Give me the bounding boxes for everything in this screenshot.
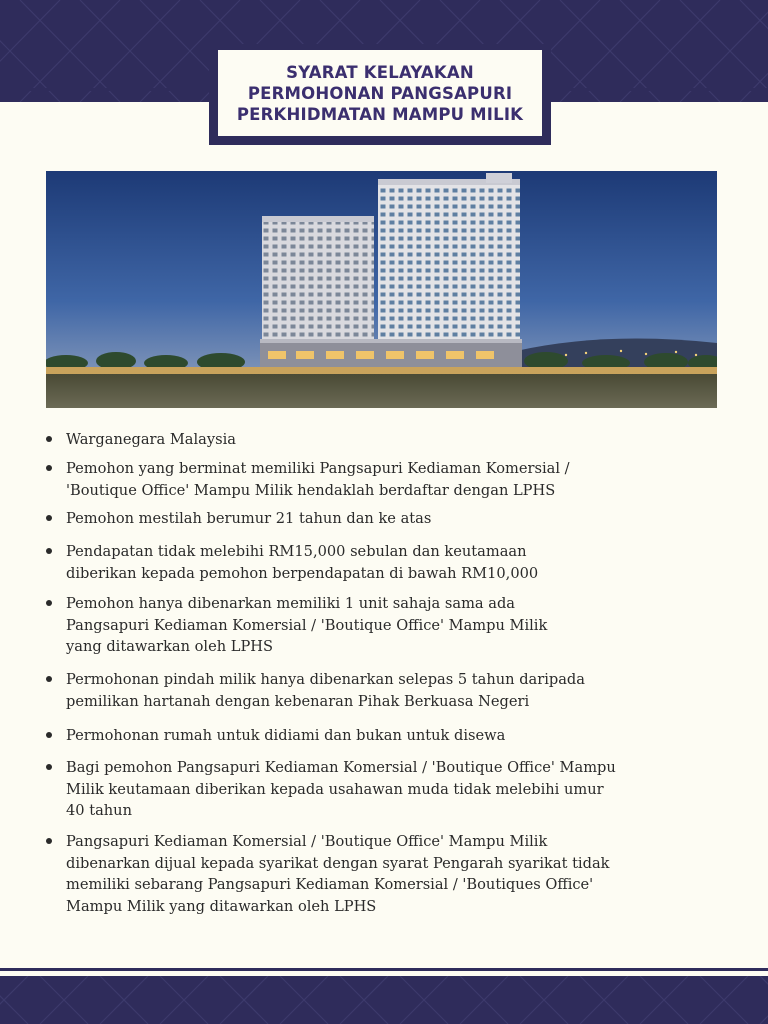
bullet-icon [46,515,52,521]
list-item-text: pemilikan hartanah dengan kebenaran Pihak Berkuasa Negeri [66,692,530,710]
list-item-text: 40 tahun [66,802,132,819]
list-item-text: diberikan kepada pemohon berpendapatan di bawah RM10,000 [66,564,539,582]
list-item [66,725,716,747]
list-item [66,669,716,712]
list-item-text: Permohonan rumah untuk didiami dan bukan untuk disewa [66,727,506,744]
list-item [66,541,716,584]
list-item [66,831,716,917]
title-line: PERMOHONAN PANGSAPURI [247,83,513,103]
list-item-text: Pemohon hanya dibenarkan memiliki 1 unit sahaja sama ada [66,595,515,612]
list-item-text: Warganegara Malaysia [66,431,236,448]
list-item-text: Milik keutamaan diberikan kepada usahawan muda tidak melebihi umur [66,780,604,798]
list-item-text: Bagi pemohon Pangsapuri Kediaman Komersial / 'Boutique Office' Mampu [66,759,616,776]
list-item-text: Pangsapuri Kediaman Komersial / 'Boutique Office' Mampu Milik [66,616,548,634]
list-item-text: Pangsapuri Kediaman Komersial / 'Boutique Office' Mampu Milik [66,833,548,850]
list-item-text: Pemohon mestilah berumur 21 tahun dan ke atas [66,510,432,527]
apartment-building-photo [46,171,717,408]
bullet-icon [46,600,52,606]
footer-rule [0,968,768,971]
bullet-icon [46,465,52,471]
list-item-text: yang ditawarkan oleh LPHS [66,638,274,655]
list-item [66,458,716,501]
list-item-text: 'Boutique Office' Mampu Milik hendaklah berdaftar dengan LPHS [66,481,556,499]
list-item [66,429,716,451]
list-item [66,757,716,822]
list-item-text: dibenarkan dijual kepada syarikat dengan syarat Pengarah syarikat tidak [66,854,610,872]
diagonal-pattern [0,976,768,1024]
bullet-icon [46,732,52,738]
bullet-icon [46,838,52,844]
list-item-text: Mampu Milik yang ditawarkan oleh LPHS [66,897,377,915]
bullet-icon [46,436,52,442]
bottom-banner [0,976,768,1024]
list-item-text: memiliki sebarang Pangsapuri Kediaman Komersial / 'Boutiques Office' [66,876,594,893]
list-item-text: Pendapatan tidak melebihi RM15,000 sebulan dan keutamaan [66,543,527,560]
title-frame [209,44,551,145]
page-title [218,50,542,136]
title-line: PERKHIDMATAN MAMPU MILIK [236,104,524,124]
list-item [66,593,716,658]
list-item-text: Permohonan pindah milik hanya dibenarkan selepas 5 tahun daripada [66,671,585,688]
bullet-icon [46,676,52,682]
title-line: SYARAT KELAYAKAN [286,62,474,82]
list-item-text: Pemohon yang berminat memiliki Pangsapuri Kediaman Komersial / [66,460,570,477]
bullet-icon [46,548,52,554]
list-item [66,508,716,530]
bullet-icon [46,764,52,770]
